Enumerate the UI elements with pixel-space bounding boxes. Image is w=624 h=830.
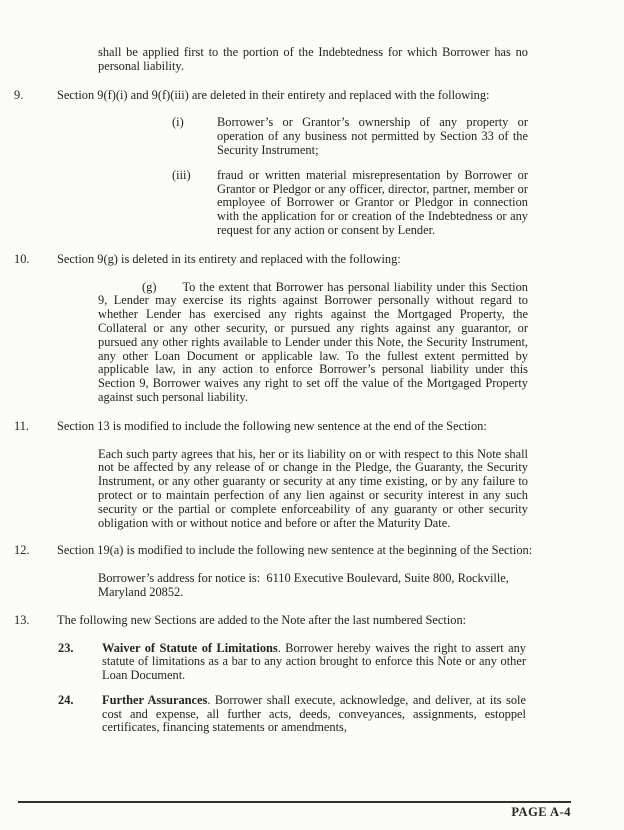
clause-12: [14, 544, 568, 558]
subclause-i: [172, 116, 528, 157]
clause-10-text: Section 9(g) is deleted in its entirety and replaced with the following:: [57, 251, 401, 266]
clause-10: [14, 253, 568, 267]
clause-11: [14, 420, 568, 434]
clause-12-number: 12.: [14, 543, 30, 558]
notice-address-paragraph: Borrower’s address for notice is: 6110 Executive Boulevard, Suite 800, Rockville, Maryland 20852.: [98, 571, 509, 599]
clause-11-text: Section 13 is modified to include the following new sentence at the end of the Section:: [57, 418, 487, 433]
note-section-24-text: [102, 694, 526, 735]
subclause-iii-text: fraud or written material misrepresentation by Borrower or Grantor or Pledgor or any officer, director, partner, member or employee of Borrower or Grantor or Pledgor in connection with the application for or creation of the Indebtedness or any request for any action or consent by Lender.: [217, 167, 528, 237]
note-section-23-text: [102, 642, 526, 683]
note-section-24-title: Further Assurances: [102, 692, 208, 707]
subclause-i-marker: (i): [172, 115, 184, 130]
continuation-paragraph: shall be applied first to the portion of the Indebtedness for which Borrower has no personal liability.: [98, 45, 528, 73]
note-section-23-body: . Borrower hereby waives the right to assert any statute of limitations as a bar to any action brought to enforce this Note or any other Loan Document.: [102, 640, 526, 683]
subclause-iii: [172, 169, 528, 238]
clause-9-text: Section 9(f)(i) and 9(f)(iii) are deleted in their entirety and replaced with the following:: [57, 87, 490, 102]
each-party-paragraph: Each such party agrees that his, her or its liability on or with respect to this Note shall not be affected by any release of or change in the Pledge, the Guaranty, the Security Instrument, or any other guaranty or security at any time existing, or by any failure to protect or to maintain perfection of any lien against or security interest in any such security or the partial or complete enforceability of any guaranty or other security obligation with or without notice and before or after the Maturity Date.: [98, 446, 528, 530]
note-section-24-body: . Borrower shall execute, acknowledge, and deliver, at its sole cost and expense, all further acts, deeds, conveyances, assignments, estoppel certificates, financing statements or amendments,: [102, 692, 526, 735]
note-section-23: [58, 642, 624, 683]
subclause-i-text: Borrower’s or Grantor’s ownership of any property or operation of any business not permitted by Section 33 of the Security Instrument;: [217, 115, 528, 157]
clause-13-text: The following new Sections are added to the Note after the last numbered Section:: [57, 612, 467, 627]
note-section-24-number: 24.: [58, 692, 74, 707]
clause-13: [14, 614, 568, 628]
clause-13-number: 13.: [14, 612, 30, 627]
clause-9-number: 9.: [14, 87, 24, 102]
note-section-23-title: Waiver of Statute of Limitations: [102, 640, 278, 655]
paragraph-g-text: To the extent that Borrower has personal liability under this Section 9, Lender may exercise its rights against Borrower personally without regard to whether Lender has exercised any rights against the Mortgaged Property, the Collateral or any other security, or pursued any rights against any guarantor, or pursued any other rights available to Lender under this Note, the Security Instrument, any other Loan Document or applicable law. To the fullest extent permitted by applicable law, in any action to enforce Borrower’s personal liability under this Section 9, Borrower waives any right to set off the value of the Mortgaged Property against such personal liability.: [98, 279, 528, 404]
note-section-24: [58, 694, 624, 735]
clause-12-text: Section 19(a) is modified to include the following new sentence at the beginning of the Section:: [57, 543, 533, 558]
footer-rule: [18, 801, 571, 803]
subclause-iii-marker: (iii): [172, 167, 191, 182]
paragraph-g-marker: (g): [142, 279, 157, 294]
paragraph-g: [98, 281, 528, 405]
note-section-23-number: 23.: [58, 640, 74, 655]
clause-9: [14, 89, 568, 103]
footer-page-label: PAGE A-4: [511, 805, 571, 819]
clause-11-number: 11.: [14, 418, 30, 433]
clause-10-number: 10.: [14, 251, 30, 266]
